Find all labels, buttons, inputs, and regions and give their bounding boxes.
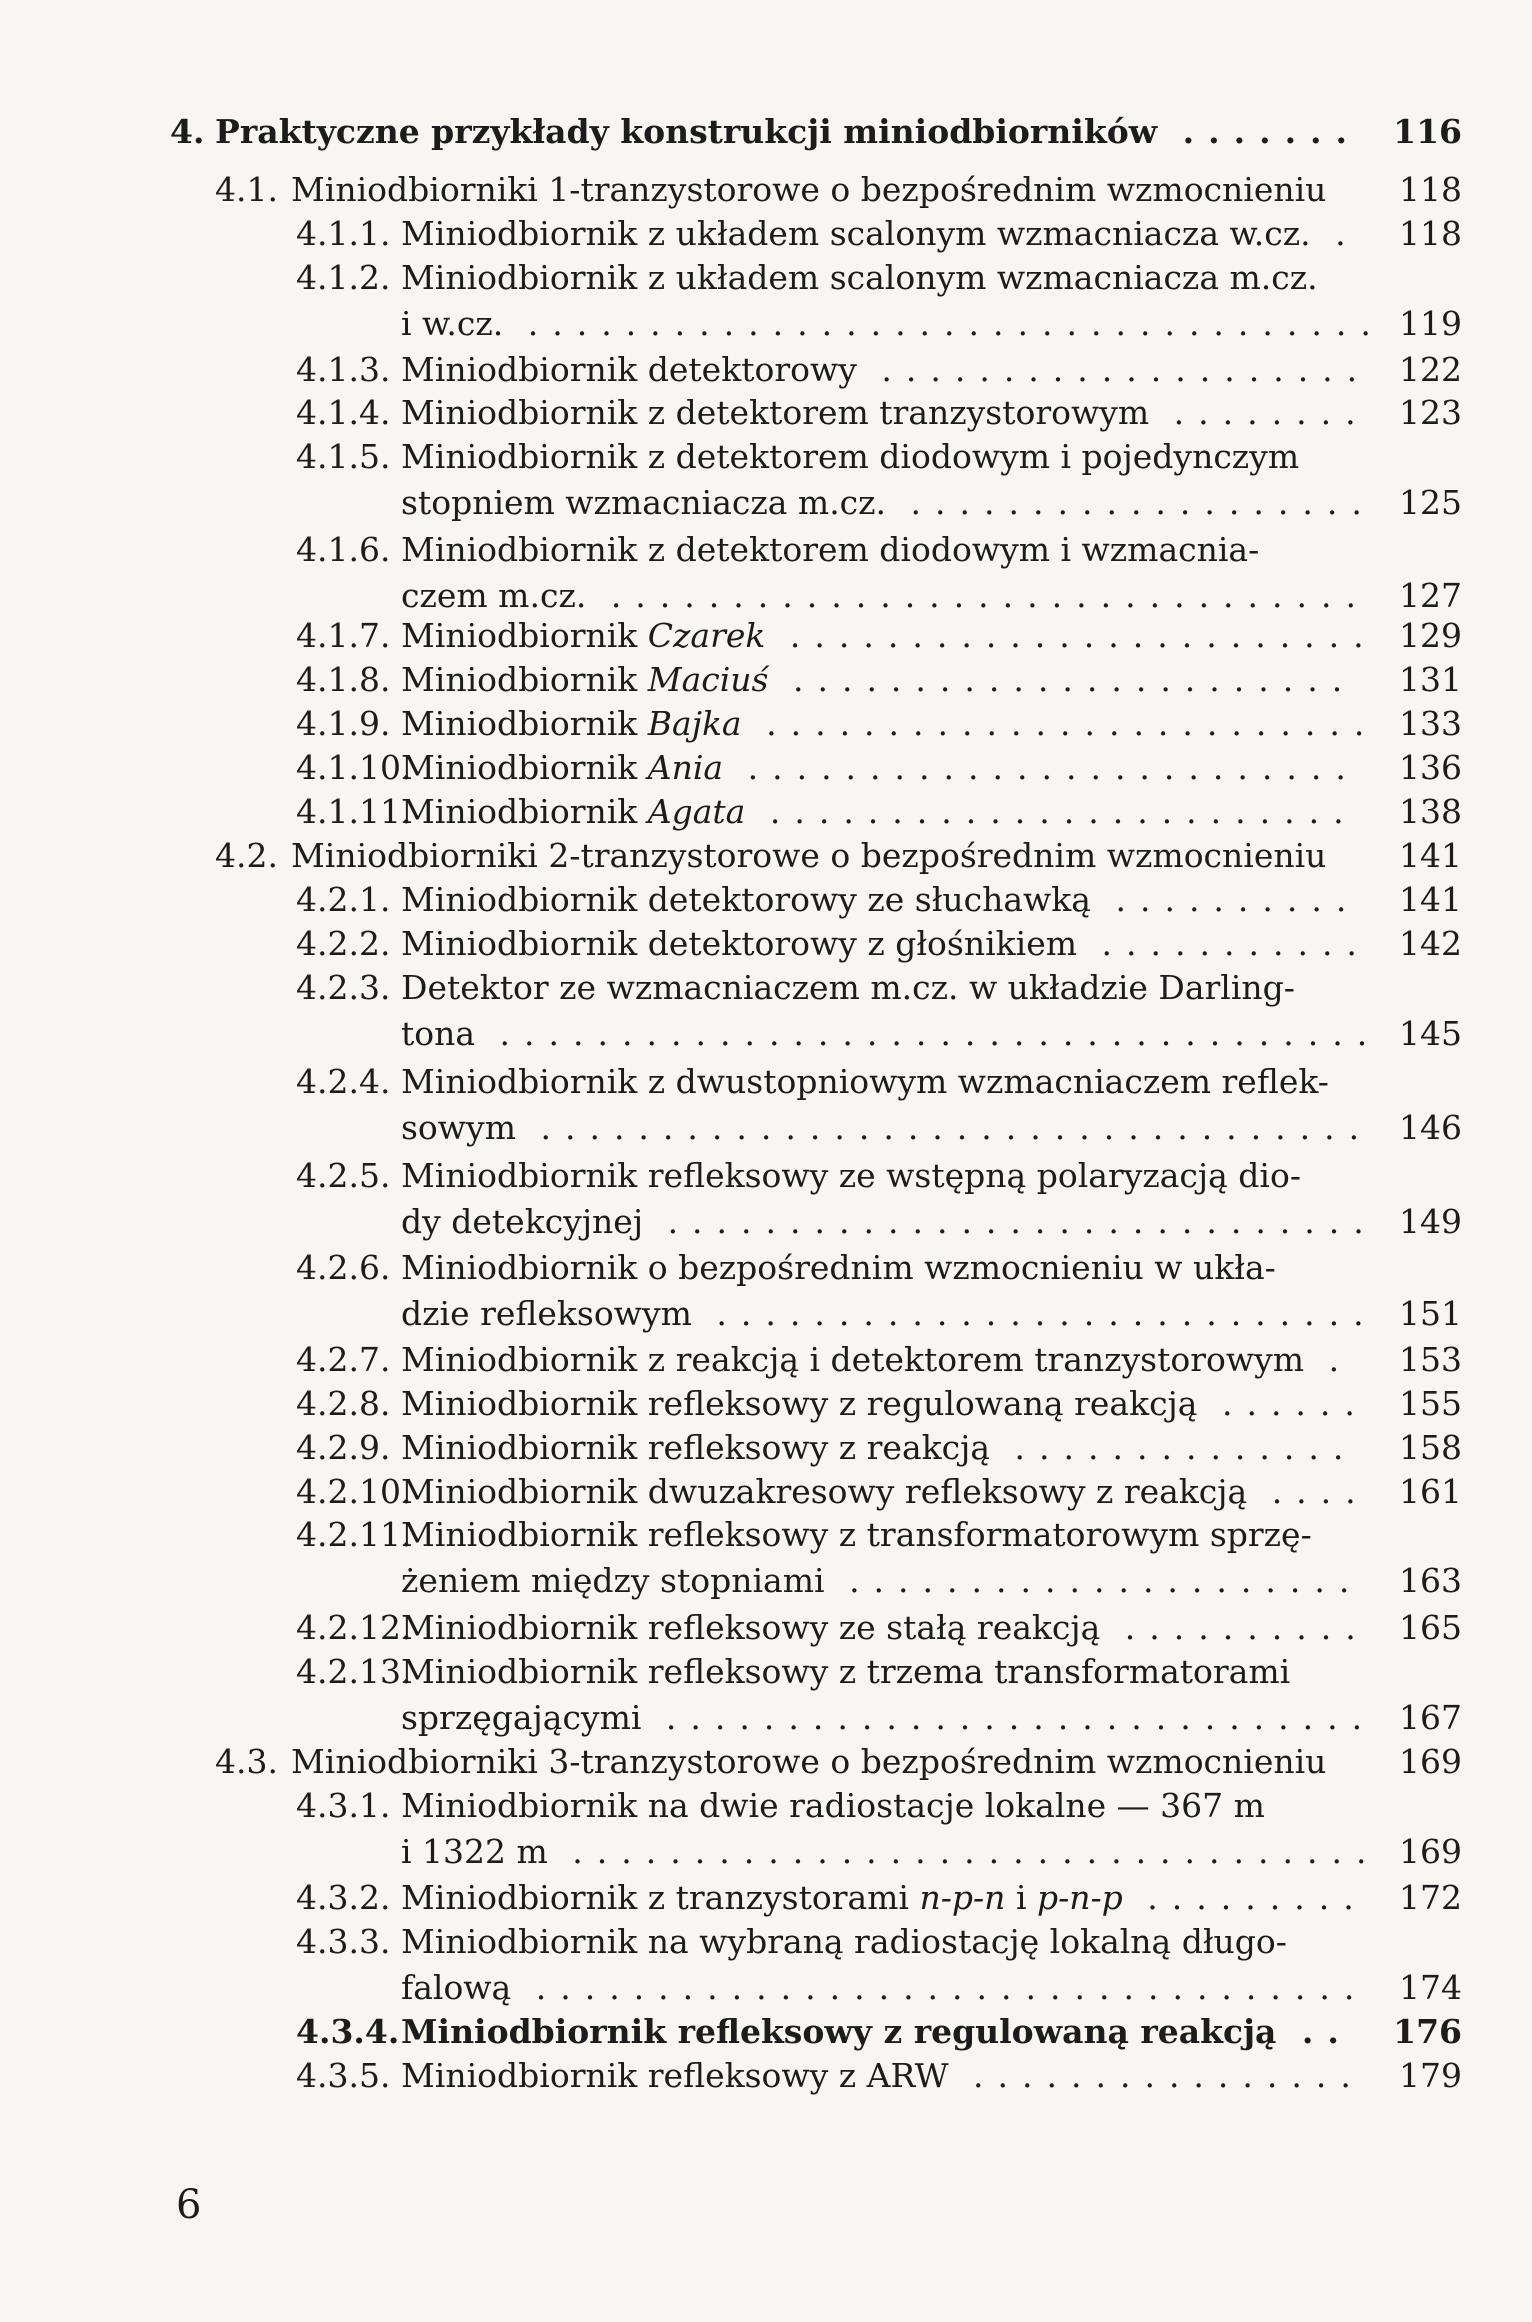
toc-entry	[215, 836, 1462, 876]
toc-entry-title-text: Miniodbiornik o bezpośrednim wzmocnieniu w ukła-	[401, 1248, 1276, 1287]
toc-entry-title	[215, 112, 1361, 152]
toc-entry-page: 165	[1399, 1608, 1462, 1647]
toc-entry-title	[401, 258, 1318, 298]
toc-entry	[296, 1515, 1462, 1601]
toc-entry-number: 4.2.12.	[296, 1608, 412, 1647]
toc-entry-number: 4.2.5.	[296, 1156, 391, 1195]
toc-entry	[296, 1384, 1462, 1424]
toc-entry-title-text: Miniodbiornik detektorowy	[401, 350, 857, 389]
toc-entry	[296, 1608, 1462, 1648]
dot-leader: ................	[948, 2056, 1365, 2095]
toc-entry-title-italic: Czarek	[647, 616, 766, 655]
toc-entry-title-text: Miniodbiornik	[401, 616, 638, 655]
toc-entry	[296, 792, 1462, 832]
toc-entry-page: 142	[1399, 924, 1462, 963]
toc-entry	[296, 1786, 1462, 1872]
toc-entry-title-text: Miniodbiornik z tranzystorami	[401, 1878, 909, 1917]
toc-entry-title	[401, 704, 1378, 744]
dot-leader: .....................	[824, 1561, 1364, 1600]
toc-entry-continuation-text: sprzęgającymi	[401, 1698, 642, 1737]
dot-leader: ..........	[1100, 1608, 1370, 1647]
toc-entry-title-text: Miniodbiornik refleksowy z trzema transformatorami	[401, 1652, 1291, 1691]
toc-entry-title	[291, 170, 1326, 210]
toc-entry-number: 4.2.1.	[296, 880, 391, 919]
toc-entry-page: 151	[1399, 1294, 1462, 1333]
dot-leader: ..................................	[511, 1968, 1369, 2007]
dot-leader: ....................................	[475, 1014, 1382, 1053]
toc-entry-number: 4.3.4.	[296, 2012, 400, 2051]
toc-entry-title	[401, 1340, 1353, 1380]
toc-entry-number: 4.1.6.	[296, 530, 391, 569]
toc-entry-page: 133	[1399, 704, 1462, 743]
toc-entry-continuation	[401, 576, 1370, 616]
toc-entry-title	[401, 1922, 1287, 1962]
toc-entry-page: 122	[1399, 350, 1462, 389]
toc-entry-page: 153	[1399, 1340, 1462, 1379]
toc-entry-page: 141	[1399, 836, 1462, 875]
toc-entry-number: 4.2.8.	[296, 1384, 391, 1423]
toc-entry-title-text: Miniodbiornik z układem scalonym wzmacniacza w.cz.	[401, 214, 1311, 253]
toc-entry-continuation	[401, 1014, 1381, 1054]
toc-entry-page: 161	[1399, 1472, 1462, 1511]
toc-entry-number: 4.2.11.	[296, 1515, 412, 1554]
toc-entry	[296, 1248, 1462, 1334]
toc-entry-page: 136	[1399, 748, 1462, 787]
toc-entry	[296, 704, 1462, 744]
toc-entry-title	[401, 350, 1371, 390]
toc-entry-title	[401, 214, 1360, 254]
toc-entry-title	[401, 748, 1360, 788]
toc-entry-title	[401, 1384, 1369, 1424]
toc-entry-number: 4.2.13.	[296, 1652, 412, 1691]
toc-entry	[296, 1922, 1462, 2008]
toc-entry-continuation	[401, 304, 1385, 344]
toc-entry	[296, 2056, 1462, 2096]
toc-entry-page: 129	[1399, 616, 1462, 655]
toc-entry-number: 4.3.	[215, 1742, 278, 1781]
toc-entry-title-text: Praktyczne przykłady konstrukcji miniodbiorników	[215, 112, 1158, 151]
toc-entry-title-italic: p-n-p	[1037, 1878, 1123, 1917]
dot-leader: .......................	[768, 660, 1357, 699]
toc-entry-number: 4.2.6.	[296, 1248, 391, 1287]
dot-leader: .......	[1157, 112, 1362, 151]
toc-entry-page: 125	[1399, 483, 1462, 522]
toc-entry-title-text: Miniodbiornik refleksowy z transformatorowym sprzę-	[401, 1515, 1312, 1554]
toc-entry-title-italic: Bajka	[647, 704, 742, 743]
toc-entry-number: 4.3.5.	[296, 2056, 391, 2095]
toc-entry-title	[401, 1156, 1301, 1196]
toc-entry-number: 4.1.2.	[296, 258, 391, 297]
toc-entry-title-text: Miniodbiorniki 3-tranzystorowe o bezpośrednim wzmocnieniu	[291, 1742, 1327, 1781]
toc-entry-page: 163	[1399, 1561, 1462, 1600]
dot-leader: ....	[1247, 1472, 1370, 1511]
toc-entry	[296, 214, 1462, 254]
dot-leader: ........................	[745, 792, 1358, 831]
toc-entry-page: 174	[1399, 1968, 1462, 2007]
toc-entry	[296, 616, 1462, 656]
toc-entry-continuation	[401, 1698, 1376, 1738]
toc-entry-page: 167	[1399, 1698, 1462, 1737]
toc-entry-number: 4.1.5.	[296, 437, 391, 476]
toc-entry-page: 116	[1393, 112, 1462, 151]
toc-entry-number: 4.1.4.	[296, 393, 391, 432]
toc-entry-page: 158	[1399, 1428, 1462, 1467]
dot-leader: .	[1310, 214, 1360, 253]
toc-entry-title-text: Miniodbiornik refleksowy z ARW	[401, 2056, 949, 2095]
toc-entry-continuation	[401, 1968, 1368, 2008]
toc-entry-title-italic: Agata	[647, 792, 746, 831]
toc-entry-page: 149	[1399, 1202, 1462, 1241]
toc-entry-title-italic: Maciuś	[647, 660, 769, 699]
toc-entry-title-text: Miniodbiornik z detektorem diodowym i wzmacnia-	[401, 530, 1260, 569]
toc-entry-title	[401, 2056, 1365, 2096]
toc-entry	[170, 112, 1462, 152]
dot-leader: ...........	[1077, 924, 1371, 963]
toc-entry-number: 4.	[170, 112, 205, 151]
toc-entry-title	[291, 836, 1326, 876]
toc-entry	[296, 1878, 1462, 1918]
toc-entry-continuation-text: sowym	[401, 1108, 516, 1147]
toc-entry-number: 4.1.1.	[296, 214, 391, 253]
toc-entry-page: 131	[1399, 660, 1462, 699]
toc-entry-number: 4.3.1.	[296, 1786, 391, 1825]
toc-entry-title-text: Miniodbiornik z dwustopniowym wzmacniaczem reflek-	[401, 1062, 1329, 1101]
toc-entry-title-text: Miniodbiornik refleksowy z regulowaną reakcją	[401, 2012, 1277, 2051]
toc-entry-title	[401, 616, 1378, 656]
toc-entry-page: 127	[1399, 576, 1462, 615]
toc-entry-title	[401, 1878, 1368, 1918]
toc-entry-title	[401, 660, 1356, 700]
toc-entry-number: 4.1.8.	[296, 660, 391, 699]
toc-entry-title	[401, 1428, 1357, 1468]
toc-entry-number: 4.2.9.	[296, 1428, 391, 1467]
toc-entry-number: 4.2.3.	[296, 968, 391, 1007]
toc-entry-number: 4.3.2.	[296, 1878, 391, 1917]
dot-leader: .............................	[641, 1698, 1377, 1737]
toc-entry-title	[401, 393, 1370, 433]
toc-entry-continuation-text: czem m.cz.	[401, 576, 587, 615]
toc-entry-page: 179	[1399, 2056, 1462, 2095]
toc-entry-title	[401, 792, 1358, 832]
toc-entry-title-text: Miniodbiornik z reakcją i detektorem tranzystorowym	[401, 1340, 1305, 1379]
dot-leader: ........................	[765, 616, 1378, 655]
toc-entry-page: 172	[1399, 1878, 1462, 1917]
toc-entry	[296, 1472, 1462, 1512]
toc-entry-continuation	[401, 1294, 1378, 1334]
toc-entry-continuation	[401, 1561, 1363, 1601]
toc-entry-page: 169	[1399, 1742, 1462, 1781]
toc-entry-title	[401, 1515, 1312, 1555]
toc-entry	[296, 1062, 1462, 1148]
dot-leader: .............................	[643, 1202, 1378, 1241]
toc-entry-title-text: Miniodbiornik refleksowy z regulowaną reakcją	[401, 1384, 1198, 1423]
toc-entry-page: 118	[1399, 214, 1462, 253]
toc-entry-title-mid: i	[1015, 1878, 1027, 1917]
toc-entry-continuation-text: dzie refleksowym	[401, 1294, 692, 1333]
toc-entry-number: 4.1.3.	[296, 350, 391, 389]
toc-entry-title	[291, 1742, 1326, 1782]
toc-entry-number: 4.1.10.	[296, 748, 412, 787]
dot-leader: ...................	[886, 483, 1376, 522]
toc-entry-page: 169	[1399, 1832, 1462, 1871]
toc-entry-continuation-text: i 1322 m	[401, 1832, 548, 1871]
toc-entry-number: 4.1.7.	[296, 616, 391, 655]
toc-entry-title	[401, 1062, 1329, 1102]
toc-entry-continuation-text: i w.cz.	[401, 304, 504, 343]
toc-entry-title-text: Miniodbiornik z detektorem tranzystorowym	[401, 393, 1150, 432]
toc-entry-title-text: Miniodbiornik z układem scalonym wzmacniacza m.cz.	[401, 258, 1318, 297]
toc-entry-title-italic: n-p-n	[919, 1878, 1006, 1917]
toc-entry-title-text: Miniodbiornik dwuzakresowy refleksowy z reakcją	[401, 1472, 1248, 1511]
dot-leader: ..............	[990, 1428, 1358, 1467]
toc-entry-title-text: Miniodbiornik	[401, 748, 638, 787]
dot-leader: .........	[1122, 1878, 1368, 1917]
dot-leader: ........	[1149, 393, 1370, 432]
page-number: 6	[176, 2182, 202, 2228]
toc-entry-continuation-text: falową	[401, 1968, 512, 2007]
toc-entry	[296, 1156, 1462, 1242]
toc-entry-number: 4.2.	[215, 836, 278, 875]
toc-entry-page: 138	[1399, 792, 1462, 831]
toc-entry-title	[401, 1472, 1370, 1512]
toc-entry-title	[401, 924, 1371, 964]
toc-entry-title	[401, 968, 1295, 1008]
toc-entry-title-text: Miniodbiornik refleksowy ze wstępną polaryzacją dio-	[401, 1156, 1301, 1195]
toc-entry-continuation-text: żeniem między stopniami	[401, 1561, 825, 1600]
toc-entry	[296, 258, 1462, 344]
toc-entry-page: 141	[1399, 880, 1462, 919]
toc-entry	[296, 1652, 1462, 1738]
dot-leader: .	[1304, 1340, 1354, 1379]
toc-entry	[296, 880, 1462, 920]
toc-entry-title-text: Miniodbiornik refleksowy z reakcją	[401, 1428, 991, 1467]
toc-entry	[296, 968, 1462, 1054]
toc-entry-number: 4.1.9.	[296, 704, 391, 743]
dot-leader: ...................................	[503, 304, 1385, 343]
toc-entry	[215, 170, 1462, 210]
toc-entry	[296, 660, 1462, 700]
toc-entry-title-text: Detektor ze wzmacniaczem m.cz. w układzie Darling-	[401, 968, 1295, 1007]
toc-entry-title-text: Miniodbiornik na wybraną radiostację lokalną długo-	[401, 1922, 1287, 1961]
toc-entry	[296, 1428, 1462, 1468]
toc-entry-title	[401, 1248, 1276, 1288]
toc-entry-title-text: Miniodbiornik	[401, 704, 638, 743]
toc-entry	[296, 393, 1462, 433]
toc-entry-title	[401, 1652, 1290, 1692]
toc-entry-title	[401, 2012, 1353, 2052]
toc-entry-title-text: Miniodbiornik	[401, 660, 638, 699]
toc-entry-title-text: Miniodbiornik refleksowy ze stałą reakcją	[401, 1608, 1101, 1647]
toc-entry-page: 146	[1399, 1108, 1462, 1147]
toc-entry-title-text: Miniodbiorniki 2-tranzystorowe o bezpośrednim wzmocnieniu	[291, 836, 1327, 875]
toc-entry-continuation-text: tona	[401, 1014, 476, 1053]
toc-entry-title	[401, 437, 1299, 477]
toc-entry-number: 4.1.11.	[296, 792, 412, 831]
toc-entry-title-text: Miniodbiornik z detektorem diodowym i pojedynczym	[401, 437, 1300, 476]
toc-entry-continuation	[401, 483, 1376, 523]
toc-entry-continuation	[401, 1108, 1373, 1148]
dot-leader: ...........................	[691, 1294, 1378, 1333]
dot-leader: ......	[1197, 1384, 1369, 1423]
toc-entry-title	[401, 1786, 1265, 1826]
dot-leader: ..........	[1090, 880, 1361, 919]
toc-entry-number: 4.3.3.	[296, 1922, 391, 1961]
toc-entry-title-text: Miniodbiornik	[401, 792, 638, 831]
dot-leader: .........................	[741, 704, 1379, 743]
toc-entry	[215, 1742, 1462, 1782]
toc-entry-title-text: Miniodbiornik detektorowy z głośnikiem	[401, 924, 1078, 963]
dot-leader: ...............................	[586, 576, 1370, 615]
toc-entry-number: 4.2.4.	[296, 1062, 391, 1101]
toc-entry-page: 176	[1393, 2012, 1462, 2051]
toc-entry-continuation-text: stopniem wzmacniacza m.cz.	[401, 483, 887, 522]
toc-entry-title-italic: Ania	[647, 748, 724, 787]
toc-entry-title-text: Miniodbiornik na dwie radiostacje lokalne — 367 m	[401, 1786, 1265, 1825]
toc-entry-number: 4.2.2.	[296, 924, 391, 963]
toc-entry-title-text: Miniodbiornik detektorowy ze słuchawką	[401, 880, 1091, 919]
toc-entry-page: 145	[1399, 1014, 1462, 1053]
toc-entry-page: 118	[1399, 170, 1462, 209]
dot-leader: ....................	[856, 350, 1372, 389]
toc-entry-title	[401, 1608, 1370, 1648]
toc-entry-continuation	[401, 1202, 1378, 1242]
dot-leader: .................................	[547, 1832, 1381, 1871]
toc-entry-number: 4.1.	[215, 170, 278, 209]
toc-entry	[296, 924, 1462, 964]
toc-entry-page: 119	[1399, 304, 1462, 343]
dot-leader: ..................................	[515, 1108, 1374, 1147]
toc-entry-number: 4.2.10.	[296, 1472, 412, 1511]
toc-entry	[296, 350, 1462, 390]
toc-entry-title	[401, 530, 1259, 570]
toc-entry-continuation-text: dy detekcyjnej	[401, 1202, 644, 1241]
toc-entry-page: 155	[1399, 1384, 1462, 1423]
dot-leader: .........................	[723, 748, 1360, 787]
toc-entry-title-text: Miniodbiorniki 1-tranzystorowe o bezpośrednim wzmocnieniu	[291, 170, 1327, 209]
toc-entry	[296, 1340, 1462, 1380]
toc-entry	[296, 437, 1462, 523]
toc-entry-title	[401, 880, 1360, 920]
toc-entry	[296, 2012, 1462, 2052]
toc-entry	[296, 748, 1462, 788]
dot-leader: ..	[1276, 2012, 1353, 2051]
toc-entry-number: 4.2.7.	[296, 1340, 391, 1379]
toc-entry-continuation	[401, 1832, 1380, 1872]
toc-entry-page: 123	[1399, 393, 1462, 432]
toc-entry	[296, 530, 1462, 616]
